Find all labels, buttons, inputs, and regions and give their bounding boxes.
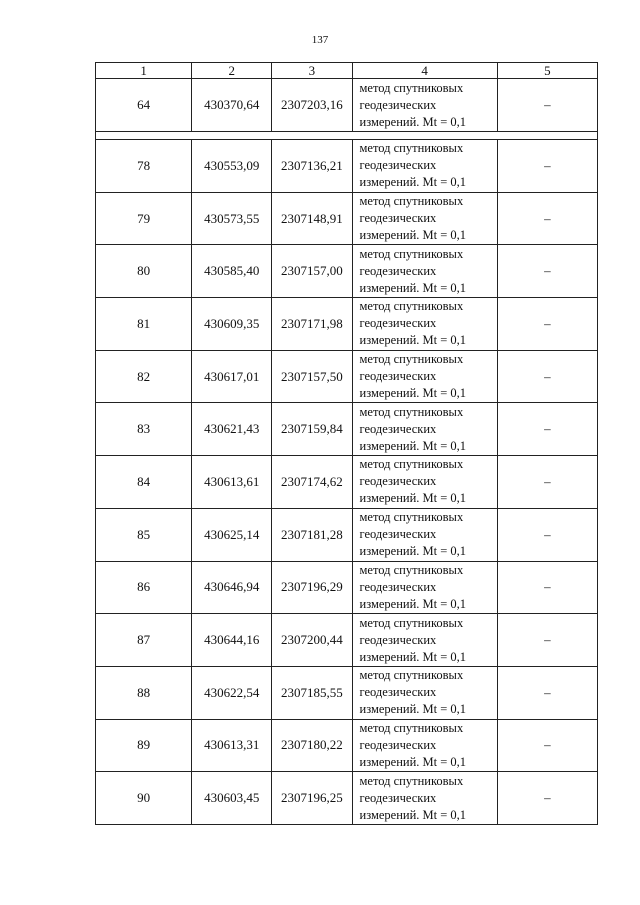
x-coordinate-cell: 430646,94: [192, 561, 272, 614]
x-coordinate-cell: 430370,64: [192, 79, 272, 132]
table-row: [96, 79, 598, 132]
method-cell: [352, 192, 497, 245]
method-line: метод спутниковых: [359, 141, 464, 156]
y-coordinate-cell: 2307185,55: [272, 666, 352, 719]
x-coordinate-cell: 430644,16: [192, 614, 272, 667]
method-line: измерений. Mt = 0,1: [359, 228, 467, 243]
method-line: измерений. Mt = 0,1: [359, 386, 467, 401]
table-row: [96, 298, 598, 351]
dash-cell: –: [497, 245, 597, 298]
dash-cell: –: [497, 403, 597, 456]
method-line: геодезических: [359, 632, 437, 647]
method-cell: [352, 245, 497, 298]
x-coordinate-cell: 430585,40: [192, 245, 272, 298]
table-row: [96, 350, 598, 403]
method-cell: [352, 298, 497, 351]
dash-cell: –: [497, 140, 597, 193]
method-cell: [352, 719, 497, 772]
point-number-cell: 64: [96, 79, 192, 132]
method-line: измерений. Mt = 0,1: [359, 649, 467, 664]
x-coordinate-cell: 430625,14: [192, 508, 272, 561]
method-line: метод спутниковых: [359, 668, 464, 683]
method-line: измерений. Mt = 0,1: [359, 333, 467, 348]
x-coordinate-cell: 430613,61: [192, 456, 272, 509]
method-line: метод спутниковых: [359, 773, 464, 788]
dash-cell: –: [497, 614, 597, 667]
y-coordinate-cell: 2307181,28: [272, 508, 352, 561]
method-cell: [352, 140, 497, 193]
point-number-cell: 82: [96, 350, 192, 403]
point-number-cell: 79: [96, 192, 192, 245]
method-line: измерений. Mt = 0,1: [359, 438, 467, 453]
method-line: геодезических: [359, 685, 437, 700]
method-cell: [352, 666, 497, 719]
dash-cell: –: [497, 508, 597, 561]
dash-cell: –: [497, 192, 597, 245]
table-row: [96, 508, 598, 561]
method-line: геодезических: [359, 790, 437, 805]
header-row: [96, 63, 598, 79]
method-line: метод спутниковых: [359, 510, 464, 525]
x-coordinate-cell: 430613,31: [192, 719, 272, 772]
separator-cell: [96, 132, 598, 140]
y-coordinate-cell: 2307157,00: [272, 245, 352, 298]
coordinates-table: [95, 62, 598, 825]
method-line: метод спутниковых: [359, 80, 464, 95]
dash-cell: –: [497, 561, 597, 614]
method-line: метод спутниковых: [359, 562, 464, 577]
x-coordinate-cell: 430609,35: [192, 298, 272, 351]
separator-row: [96, 132, 598, 140]
x-coordinate-cell: 430603,45: [192, 772, 272, 825]
method-line: измерений. Mt = 0,1: [359, 544, 467, 559]
table-row: [96, 192, 598, 245]
method-line: метод спутниковых: [359, 352, 464, 367]
dash-cell: –: [497, 298, 597, 351]
y-coordinate-cell: 2307136,21: [272, 140, 352, 193]
y-coordinate-cell: 2307157,50: [272, 350, 352, 403]
x-coordinate-cell: 430622,54: [192, 666, 272, 719]
method-line: геодезических: [359, 737, 437, 752]
method-line: измерений. Mt = 0,1: [359, 702, 467, 717]
method-cell: [352, 350, 497, 403]
method-line: геодезических: [359, 263, 437, 278]
table-row: [96, 666, 598, 719]
header-col-4: 4: [352, 63, 497, 79]
method-cell: [352, 614, 497, 667]
method-cell: [352, 403, 497, 456]
method-cell: [352, 79, 497, 132]
x-coordinate-cell: 430621,43: [192, 403, 272, 456]
table-row: [96, 403, 598, 456]
y-coordinate-cell: 2307180,22: [272, 719, 352, 772]
point-number-cell: 90: [96, 772, 192, 825]
point-number-cell: 88: [96, 666, 192, 719]
method-line: измерений. Mt = 0,1: [359, 491, 467, 506]
point-number-cell: 80: [96, 245, 192, 298]
y-coordinate-cell: 2307200,44: [272, 614, 352, 667]
dash-cell: –: [497, 350, 597, 403]
y-coordinate-cell: 2307174,62: [272, 456, 352, 509]
table-row: [96, 719, 598, 772]
y-coordinate-cell: 2307159,84: [272, 403, 352, 456]
method-line: метод спутниковых: [359, 246, 464, 261]
point-number-cell: 83: [96, 403, 192, 456]
point-number-cell: 85: [96, 508, 192, 561]
table-row: [96, 140, 598, 193]
table-row: [96, 561, 598, 614]
method-line: геодезических: [359, 474, 437, 489]
method-line: метод спутниковых: [359, 299, 464, 314]
method-line: метод спутниковых: [359, 457, 464, 472]
y-coordinate-cell: 2307148,91: [272, 192, 352, 245]
dash-cell: –: [497, 79, 597, 132]
point-number-cell: 86: [96, 561, 192, 614]
header-col-3: 3: [272, 63, 352, 79]
method-line: измерений. Mt = 0,1: [359, 807, 467, 822]
method-line: геодезических: [359, 97, 437, 112]
x-coordinate-cell: 430573,55: [192, 192, 272, 245]
method-cell: [352, 772, 497, 825]
y-coordinate-cell: 2307171,98: [272, 298, 352, 351]
header-col-1: 1: [96, 63, 192, 79]
method-line: измерений. Mt = 0,1: [359, 114, 467, 129]
table-row: [96, 456, 598, 509]
page-number: 137: [311, 34, 329, 46]
method-line: геодезических: [359, 527, 437, 542]
y-coordinate-cell: 2307196,25: [272, 772, 352, 825]
y-coordinate-cell: 2307196,29: [272, 561, 352, 614]
method-cell: [352, 508, 497, 561]
point-number-cell: 81: [96, 298, 192, 351]
method-line: геодезических: [359, 421, 437, 436]
x-coordinate-cell: 430553,09: [192, 140, 272, 193]
method-line: геодезических: [359, 316, 437, 331]
method-line: измерений. Mt = 0,1: [359, 596, 467, 611]
method-cell: [352, 456, 497, 509]
method-line: метод спутниковых: [359, 404, 464, 419]
method-line: измерений. Mt = 0,1: [359, 754, 467, 769]
method-line: метод спутниковых: [359, 615, 464, 630]
table-row: [96, 772, 598, 825]
dash-cell: –: [497, 666, 597, 719]
dash-cell: –: [497, 456, 597, 509]
x-coordinate-cell: 430617,01: [192, 350, 272, 403]
method-line: геодезических: [359, 211, 437, 226]
y-coordinate-cell: 2307203,16: [272, 79, 352, 132]
header-col-5: 5: [497, 63, 597, 79]
method-line: метод спутниковых: [359, 720, 464, 735]
method-cell: [352, 561, 497, 614]
point-number-cell: 89: [96, 719, 192, 772]
method-line: измерений. Mt = 0,1: [359, 175, 467, 190]
method-line: измерений. Mt = 0,1: [359, 280, 467, 295]
method-line: геодезических: [359, 158, 437, 173]
method-line: геодезических: [359, 369, 437, 384]
dash-cell: –: [497, 772, 597, 825]
point-number-cell: 84: [96, 456, 192, 509]
header-col-2: 2: [192, 63, 272, 79]
point-number-cell: 78: [96, 140, 192, 193]
method-line: метод спутниковых: [359, 194, 464, 209]
method-line: геодезических: [359, 579, 437, 594]
table-row: [96, 245, 598, 298]
dash-cell: –: [497, 719, 597, 772]
point-number-cell: 87: [96, 614, 192, 667]
table-row: [96, 614, 598, 667]
